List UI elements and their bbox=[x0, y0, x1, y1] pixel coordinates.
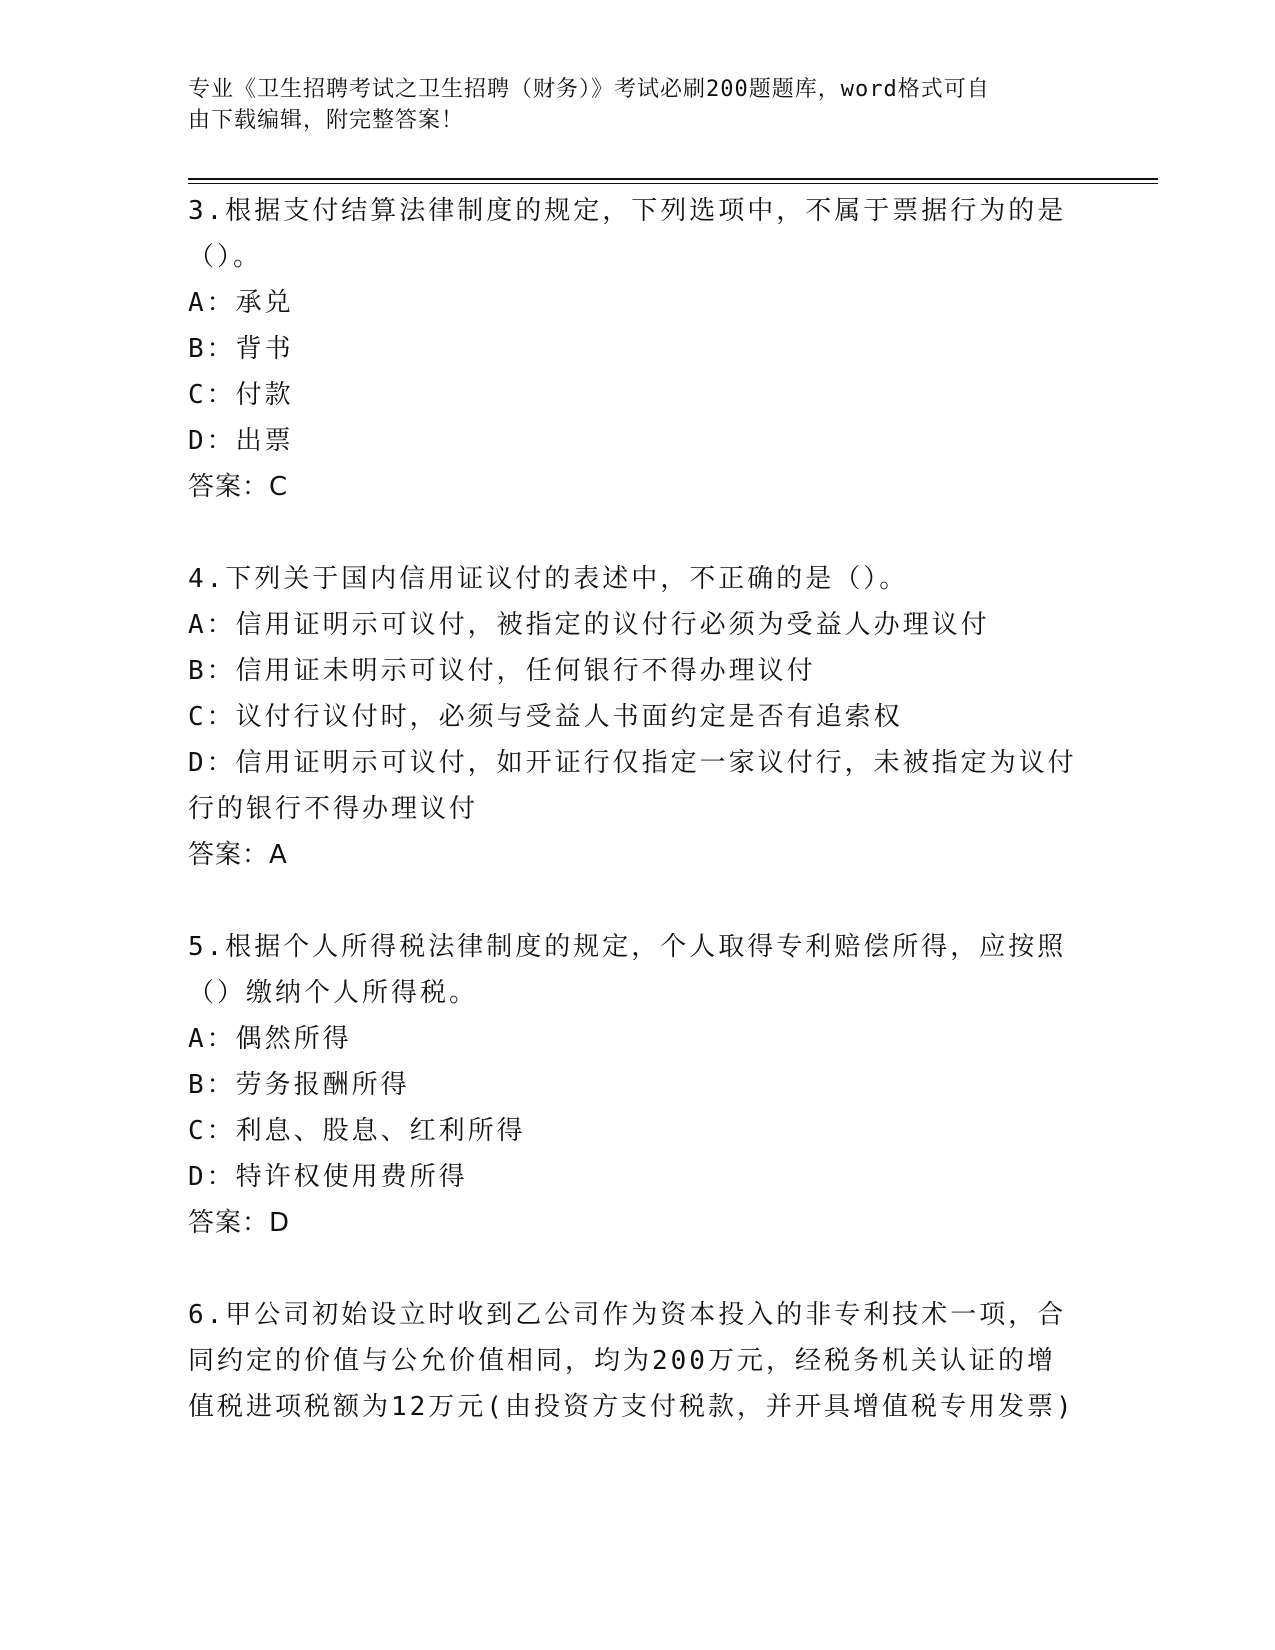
question-stem-line: 5.根据个人所得税法律制度的规定，个人取得专利赔偿所得，应按照 bbox=[188, 932, 1067, 962]
question-stem-line: 6.甲公司初始设立时收到乙公司作为资本投入的非专利技术一项，合 bbox=[188, 1300, 1067, 1330]
option-c: C：利息、股息、红利所得 bbox=[188, 1116, 526, 1146]
question-block bbox=[188, 188, 1088, 510]
option-a: A：偶然所得 bbox=[188, 1024, 352, 1054]
question-spacer bbox=[188, 1246, 1088, 1292]
answer-line: 答案：D bbox=[188, 1208, 291, 1238]
question-spacer bbox=[188, 510, 1088, 556]
option-a: A：承兑 bbox=[188, 288, 294, 318]
option-d: D：出票 bbox=[188, 426, 294, 456]
answer-line: 答案：A bbox=[188, 840, 288, 870]
questions-content bbox=[188, 188, 1088, 1430]
option-b: B：劳务报酬所得 bbox=[188, 1070, 410, 1100]
header-line-1: 专业《卫生招聘考试之卫生招聘（财务）》考试必刷200题题库，word格式可自 bbox=[188, 77, 990, 102]
question-block bbox=[188, 924, 1088, 1246]
document-header bbox=[188, 74, 1068, 136]
question-stem-line: 3.根据支付结算法律制度的规定，下列选项中，不属于票据行为的是 bbox=[188, 196, 1067, 226]
option-d: D：信用证明示可议付，如开证行仅指定一家议付行，未被指定为议付 bbox=[188, 748, 1077, 778]
option-c: C：议付行议付时，必须与受益人书面约定是否有追索权 bbox=[188, 702, 903, 732]
question-block bbox=[188, 556, 1088, 878]
answer-line: 答案：C bbox=[188, 472, 289, 502]
header-divider-thick bbox=[188, 178, 1158, 180]
header-line-2: 由下载编辑，附完整答案！ bbox=[188, 108, 465, 133]
option-d-continued: 行的银行不得办理议付 bbox=[188, 794, 479, 824]
option-d: D：特许权使用费所得 bbox=[188, 1162, 468, 1192]
option-a: A：信用证明示可议付，被指定的议付行必须为受益人办理议付 bbox=[188, 610, 990, 640]
question-stem-line: （）。 bbox=[188, 242, 263, 272]
option-b: B：背书 bbox=[188, 334, 294, 364]
question-stem-line: （）缴纳个人所得税。 bbox=[188, 978, 479, 1008]
question-stem-line: 值税进项税额为12万元(由投资方支付税款，并开具增值税专用发票) bbox=[188, 1392, 1075, 1422]
question-block bbox=[188, 1292, 1088, 1430]
question-stem-line: 4.下列关于国内信用证议付的表述中，不正确的是（）。 bbox=[188, 564, 909, 594]
header-divider-thin bbox=[188, 183, 1158, 184]
question-spacer bbox=[188, 878, 1088, 924]
question-stem-line: 同约定的价值与公允价值相同，均为200万元，经税务机关认证的增 bbox=[188, 1346, 1056, 1376]
option-c: C：付款 bbox=[188, 380, 294, 410]
option-b: B：信用证未明示可议付，任何银行不得办理议付 bbox=[188, 656, 816, 686]
